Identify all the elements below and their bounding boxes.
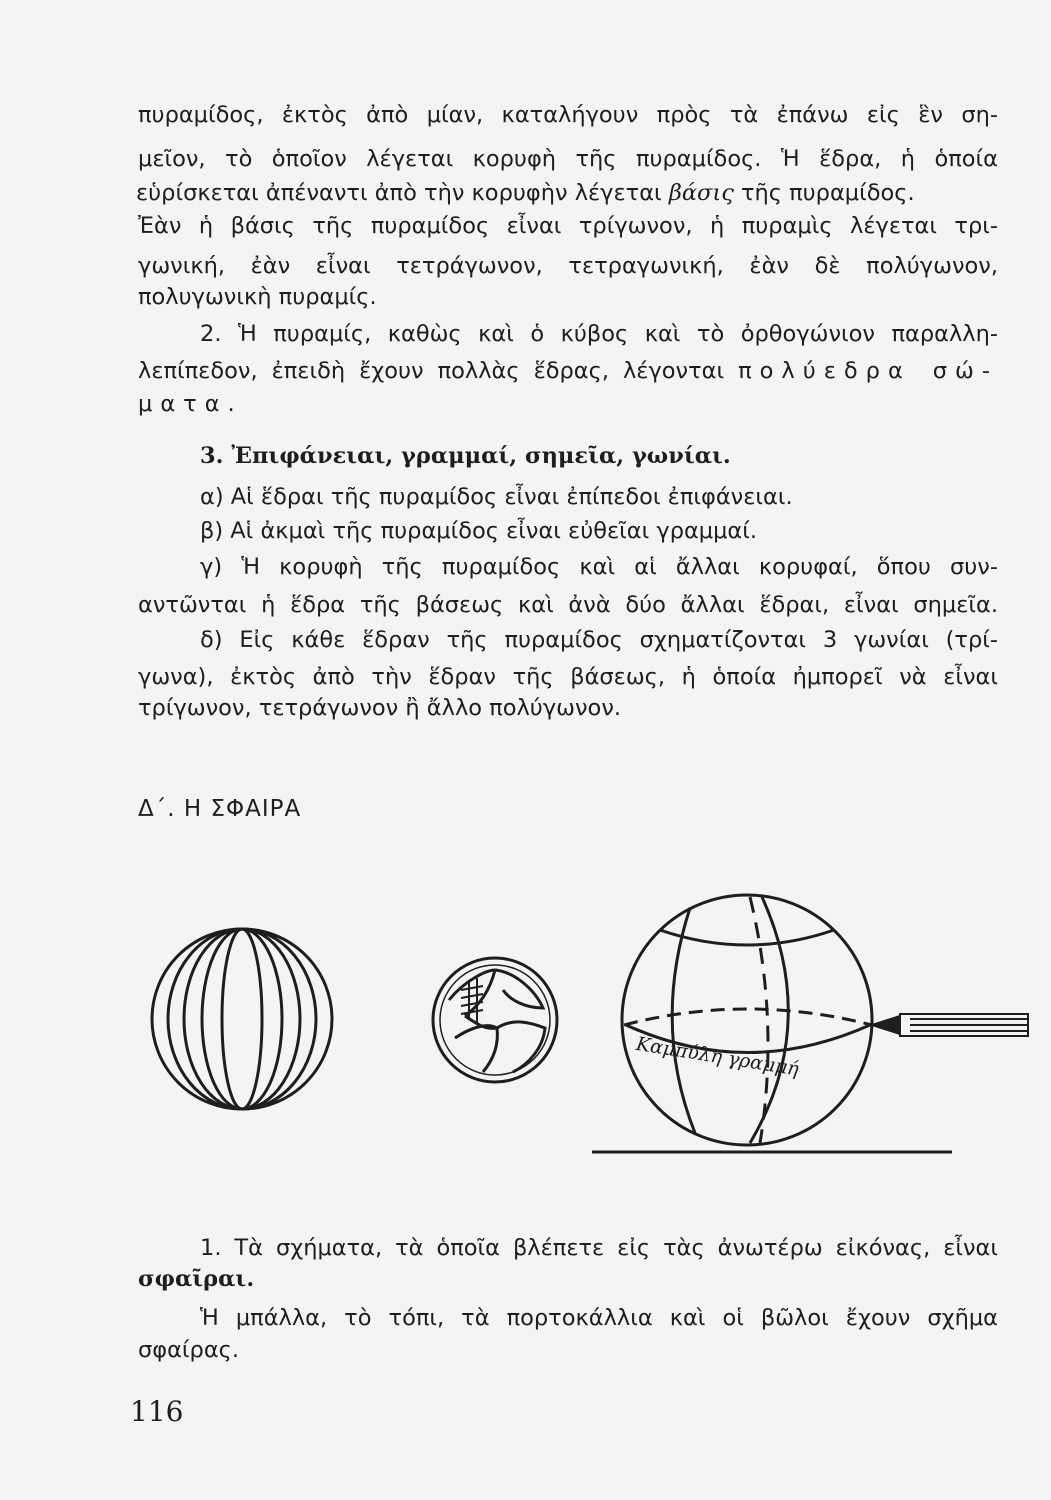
item-delta-cont: γωνα), ἐκτὸς ἀπὸ τὴν ἕδραν τῆς βάσεως, ἡ ὁποία ἠμπορεῖ νὰ εἶναι <box>138 664 998 690</box>
text-segment: λεπίπεδον, ἐπειδὴ ἔχουν πολλὰς ἕδρας, λέγονται <box>138 358 725 384</box>
text-segment: εὑρίσκεται ἀπέναντι ἀπὸ τὴν κορυφὴν λέγεται <box>136 180 662 206</box>
term-spheres: σφαῖραι. <box>138 1266 255 1292</box>
text-line: γωνική, ἐὰν εἶναι τετράγωνον, τετραγωνική, ἐὰν δὲ πολύγωνον, <box>138 253 998 279</box>
item-gamma-cont: αντῶνται ἡ ἕδρα τῆς βάσεως καὶ ἀνὰ δύο ἄλλαι ἕδραι, εἶναι σημεῖα. <box>138 592 998 618</box>
text-segment: τῆς πυραμίδος. <box>740 180 915 206</box>
item-gamma: γ) Ἡ κορυφὴ τῆς πυραμίδος καὶ αἱ ἄλλαι κορυφαί, ὅπου συν- <box>200 554 998 580</box>
text-line: μεῖον, τὸ ὁποῖον λέγεται κορυφὴ τῆς πυραμίδος. Ἡ ἕδρα, ἡ ὁποία <box>138 146 998 172</box>
sphere-para-line: Ἡ μπάλλα, τὸ τόπι, τὰ πορτοκάλλια καὶ οἱ βῶλοι ἔχουν σχῆμα <box>200 1305 998 1331</box>
item-delta: δ) Εἰς κάθε ἕδραν τῆς πυραμίδος σχηματίζονται 3 γωνίαι (τρί- <box>200 627 998 653</box>
point-2-line <box>138 355 998 387</box>
point-2-line: 2. Ἡ πυραμίς, καθὼς καὶ ὁ κύβος καὶ τὸ ὀρθογώνιον παραλλη- <box>200 321 998 347</box>
sphere-meridians-illustration <box>150 895 340 1145</box>
text-line <box>136 177 996 209</box>
item-beta: β) Αἱ ἀκμαὶ τῆς πυραμίδος εἶναι εὐθεῖαι γραμμαί. <box>200 518 758 544</box>
sphere-curved-line-drawing <box>590 875 1030 1160</box>
pencil-icon <box>872 1014 1028 1036</box>
term-polyhedra: πολύεδρα σώ- <box>738 358 998 384</box>
text-line: Ἐὰν ἡ βάσις τῆς πυραμίδος εἶναι τρίγωνον, ἡ πυραμὶς λέγεται τρι- <box>138 213 998 239</box>
sphere-curved-line-illustration <box>590 875 1030 1160</box>
item-alpha: α) Αἱ ἕδραι τῆς πυραμίδος εἶναι ἐπίπεδοι ἐπιφάνειαι. <box>200 484 793 510</box>
section-title: Δ΄. Η ΣΦΑΙΡΑ <box>138 796 302 822</box>
text-line: πολυγωνικὴ πυραμίς. <box>138 284 377 310</box>
ball-illustration <box>425 950 565 1090</box>
point-3-heading: 3. Ἐπιφάνειαι, γραμμαί, σημεῖα, γωνίαι. <box>200 443 731 469</box>
sphere-para-line: 1. Τὰ σχήματα, τὰ ὁποῖα βλέπετε εἰς τὰς ἀνωτέρω εἰκόνας, εἶναι <box>200 1235 998 1261</box>
page-number: 116 <box>130 1395 184 1428</box>
text-line: πυραμίδος, ἐκτὸς ἀπὸ μίαν, καταλήγουν πρὸς τὰ ἐπάνω εἰς ἓν ση- <box>138 102 998 128</box>
curved-line-label: Καμπύλη γραμμή <box>634 1033 801 1081</box>
term-polyhedra-end: ματα. <box>138 391 243 417</box>
item-delta-cont: τρίγωνον, τετράγωνον ἢ ἄλλο πολύγωνον. <box>138 695 622 721</box>
term-basis: βάσις <box>668 180 734 206</box>
sphere-para-line: σφαίρας. <box>138 1337 240 1363</box>
